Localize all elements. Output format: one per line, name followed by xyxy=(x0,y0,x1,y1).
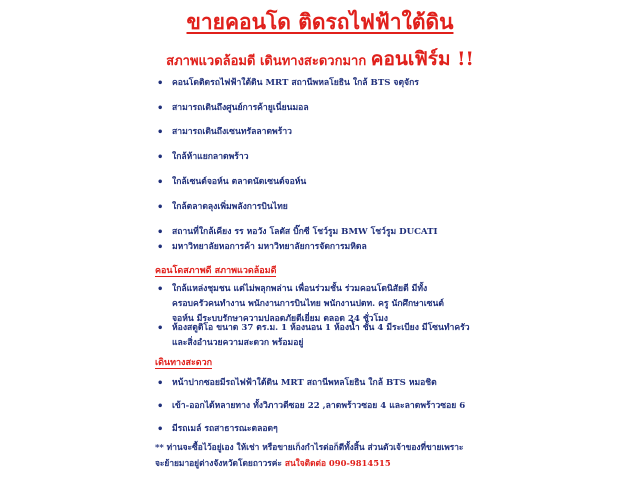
list-item: • สามารถเดินถึงเซนทรัลลาดพร้าว xyxy=(172,125,602,140)
subtitle-text: สภาพแวดล้อมดี เดินทางสะดวกมาก xyxy=(166,54,367,69)
list-item-continuation: จอห์น มีระบบรักษาความปลอดภัยดีเยี่ยม ตลอด 24 ชั่วโมง xyxy=(172,314,388,324)
list-item: • สถานที่ใกล้เคียง รร หอวัง โลตัส บิ๊กซี โชว์รูม BMW โชว์รูม DUCATI xyxy=(172,225,602,240)
subtitle-emphasis: คอนเฟิร์ม !! xyxy=(370,48,474,70)
list-item: • ใกล้ตลาดลุงเพิ่มพลังการบินไทย xyxy=(172,200,602,215)
list-item: • เข้า-ออกได้หลายทาง ทั้งวิภาวดีซอย 22 ,ลาดพร้าวซอย 4 และลาดพร้าวซอย 6 xyxy=(172,399,602,414)
list-item: • คอนโดติดรถไฟฟ้าใต้ดิน MRT สถานีพหลโยธิน ใกล้ BTS จตุจักร xyxy=(172,76,602,91)
note-line xyxy=(155,456,615,471)
note-line: ** ท่านจะซื้อไว้อยู่เอง ให้เช่า หรือขายเก็งกำไรต่อก็ดีทั้งสิ้น ส่วนตัวเจ้าของที่ขายเพราะ xyxy=(155,442,464,452)
list-item-continuation: และสิ่งอำนวยความสะดวก พร้อมอยู่ xyxy=(172,338,304,348)
list-item-continuation: • มหาวิทยาลัยหอการค้า มหาวิทยาลัยการจัดการมหิดล xyxy=(172,240,602,255)
list-item: • สามารถเดินถึงศูนย์การค้ายูเนี่ยนมอล xyxy=(172,101,602,116)
page-title: ขายคอนโด ติดรถไฟฟ้าใต้ดิน xyxy=(186,9,454,34)
contact-phone: สนใจติดต่อ 090-9814515 xyxy=(284,458,391,468)
list-item: • ใกล้แหล่งชุมชน แต่ไม่พลุกพล่าน เพื่อนร่วมชั้น ร่วมคอนโดนิสัยดี มีทั้ง xyxy=(172,282,602,297)
note-text: จะย้ายมาอยู่ต่างจังหวัดโดยถาวรค่ะ xyxy=(155,458,282,468)
list-item-continuation: ครอบครัวคนทำงาน พนักงานการบินไทย พนักงานปตท. ครู นักศึกษาเซนต์ xyxy=(172,299,444,309)
subtitle xyxy=(0,44,640,74)
section-heading-condo: คอนโดสภาพดี สภาพแวดล้อมดี xyxy=(155,266,277,276)
list-item: • ใกล้ห้าแยกลาดพร้าว xyxy=(172,150,602,165)
list-item: • ใกล้เซนต์จอห์น ตลาดนัดเซนต์จอห์น xyxy=(172,175,602,190)
list-item: • ห้องสตูดิโอ ขนาด 37 ตร.ม. 1 ห้องนอน 1 ห้องน้ำ ชั้น 4 มีระเบียง มีโซนทำครัว xyxy=(172,321,602,336)
list-item: • หน้าปากซอยมีรถไฟฟ้าใต้ดิน MRT สถานีพหลโยธิน ใกล้ BTS หมอชิต xyxy=(172,376,602,391)
section-heading-travel: เดินทางสะดวก xyxy=(155,358,213,368)
list-item: • มีรถเมล์ รถสาธารณะตลอดๆ xyxy=(172,422,602,437)
